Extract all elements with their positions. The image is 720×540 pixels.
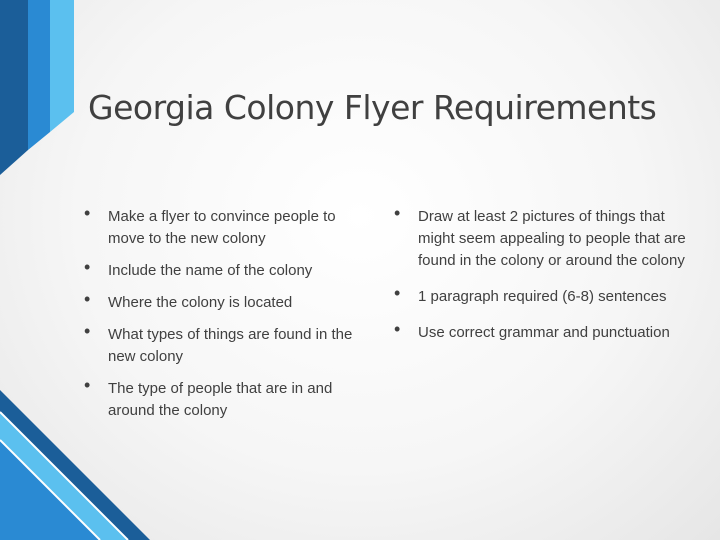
list-item (84, 289, 374, 314)
bullet-dot: • (394, 319, 401, 339)
top-left-stripe-mid (28, 0, 50, 150)
bullet-dot: • (84, 375, 91, 395)
list-item (394, 203, 694, 272)
top-left-stripe-light (50, 0, 74, 132)
bullet-text: Draw at least 2 pictures of things that might seem appealing to people that are found in the colony or around the colony (418, 208, 686, 269)
list-item (84, 257, 374, 282)
list-item (84, 203, 374, 250)
bullet-text: Make a flyer to convince people to move to the new colony (108, 208, 336, 247)
slide-title: Georgia Colony Flyer Requirements (88, 88, 657, 127)
bullet-text: Use correct grammar and punctuation (418, 324, 670, 341)
left-bullet-list (84, 203, 374, 422)
bullet-text: The type of people that are in and around the colony (108, 380, 333, 419)
right-bullet-list (394, 203, 694, 344)
bullet-text: What types of things are found in the new colony (108, 326, 353, 365)
bullet-dot: • (394, 203, 401, 223)
bullet-text: Include the name of the colony (108, 262, 313, 279)
list-item (394, 283, 694, 308)
top-left-stripe-dark (0, 0, 28, 175)
bullet-dot: • (84, 289, 91, 309)
bullet-dot: • (84, 203, 91, 223)
bullet-text: 1 paragraph required (6-8) sentences (418, 288, 667, 305)
bullet-dot: • (394, 283, 401, 303)
list-item (84, 375, 374, 422)
list-item (84, 321, 374, 368)
bullet-dot: • (84, 321, 91, 341)
list-item (394, 319, 694, 344)
bullet-dot: • (84, 257, 91, 277)
bullet-text: Where the colony is located (108, 294, 293, 311)
